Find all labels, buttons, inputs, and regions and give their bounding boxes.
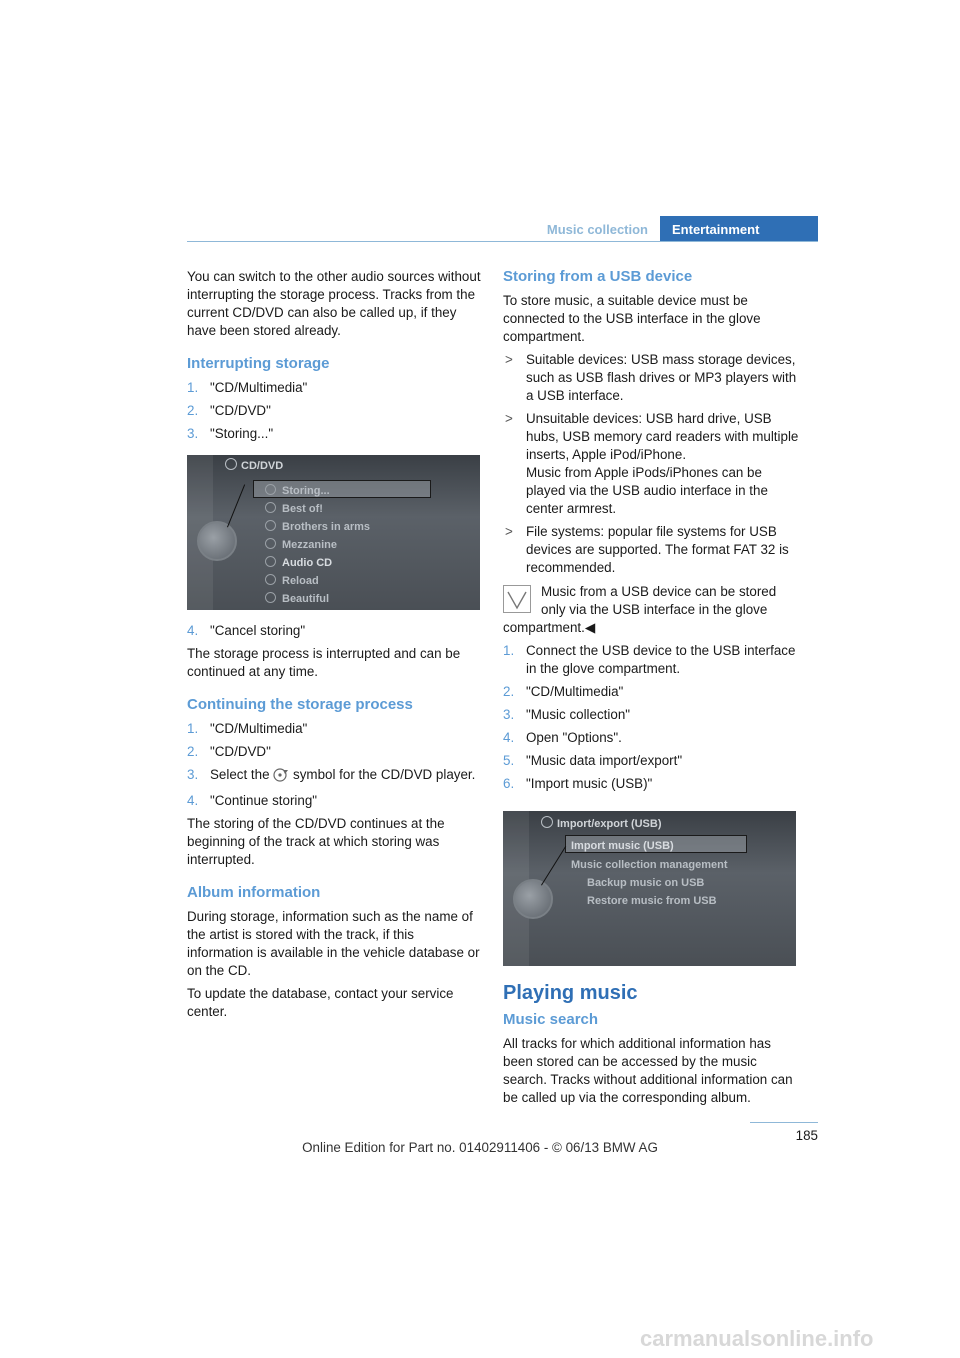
usb-device-bullets bbox=[503, 351, 801, 577]
heading-storing-usb: Storing from a USB device bbox=[503, 268, 693, 285]
cd-dvd-screen-image bbox=[187, 455, 480, 610]
disc-icon bbox=[265, 520, 276, 531]
interrupting-step-4 bbox=[187, 622, 483, 640]
controller-knob-icon bbox=[513, 879, 553, 919]
page-number-rule bbox=[750, 1122, 818, 1123]
step-item: 3. Select the symbol for the CD/DVD player. bbox=[187, 766, 483, 787]
screen-title: Import/export (USB) bbox=[541, 815, 662, 833]
disc-icon bbox=[265, 502, 276, 513]
step-item: 5. "Music data import/export" bbox=[503, 753, 683, 768]
storage-symbol-icon bbox=[273, 768, 289, 787]
page-number: 185 bbox=[795, 1128, 818, 1143]
heading-album-information: Album information bbox=[187, 884, 321, 901]
step-item: 1. "CD/Multimedia" bbox=[187, 380, 308, 395]
disc-icon bbox=[265, 556, 276, 567]
storing-icon bbox=[265, 484, 276, 495]
disc-icon bbox=[265, 592, 276, 603]
screen-menu-item: Restore music from USB bbox=[587, 895, 717, 907]
heading-continuing-storage: Continuing the storage process bbox=[187, 696, 413, 713]
screen-menu-item: Reload bbox=[265, 572, 319, 590]
interrupting-result: The storage process is interrupted and can be continued at any time. bbox=[187, 646, 461, 679]
continuing-steps bbox=[187, 720, 483, 810]
step-item: 4. Open "Options". bbox=[503, 730, 622, 745]
bullet-item: > Unsuitable devices: USB hard drive, USB hubs, USB memory card readers with multiple inserts, Apple iPod/iPhone. Music from Apple iPods/iPhones can be played via the USB audio interface in the center armrest. bbox=[505, 411, 799, 516]
pointer-line bbox=[227, 484, 245, 527]
step-item: 2. "CD/DVD" bbox=[187, 744, 271, 759]
screen-menu-item: Backup music on USB bbox=[587, 877, 705, 889]
screen-title: CD/DVD bbox=[225, 457, 283, 475]
intro-paragraph: You can switch to the other audio sources without interrupting the storage process. Tracks from the current CD/DVD can also be called up, if they have been stored already. bbox=[187, 269, 481, 338]
step-item: 1. "CD/Multimedia" bbox=[187, 721, 308, 736]
screen-menu-item: Brothers in arms bbox=[265, 518, 370, 536]
controller-knob-icon bbox=[197, 521, 237, 561]
note-icon bbox=[503, 585, 531, 613]
music-search-paragraph: All tracks for which additional information has been stored can be accessed by the music search. Tracks without additional information can be called up via the corresponding album. bbox=[503, 1036, 793, 1105]
album-paragraph-1: During storage, information such as the name of the artist is stored with the track, if this information is available in the vehicle database or on the CD. bbox=[187, 909, 480, 978]
footer-edition: Online Edition for Part no. 01402911406 - © 06/13 BMW AG bbox=[302, 1140, 658, 1155]
heading-music-search: Music search bbox=[503, 1011, 599, 1028]
album-paragraph-2: To update the database, contact your service center. bbox=[187, 986, 454, 1019]
usb-steps bbox=[503, 642, 801, 793]
heading-playing-music: Playing music bbox=[503, 982, 638, 1004]
note-text: Music from a USB device can be stored only via the USB interface in the glove compartment. bbox=[503, 584, 777, 635]
bullet-item: > File systems: popular file systems for USB devices are supported. The format FAT 32 is recommended. bbox=[505, 524, 789, 575]
screen-menu-item: Mezzanine bbox=[265, 536, 337, 554]
disc-icon bbox=[225, 458, 237, 470]
step-item: 4. "Cancel storing" bbox=[187, 623, 306, 638]
music-icon bbox=[541, 816, 553, 828]
step-item: 4. "Continue storing" bbox=[187, 793, 318, 808]
heading-interrupting-storage: Interrupting storage bbox=[187, 355, 330, 372]
usb-intro: To store music, a suitable device must be connected to the USB interface in the glove compartment. bbox=[503, 293, 761, 344]
watermark: carmanualsonline.info bbox=[640, 1326, 874, 1351]
continuing-result: The storing of the CD/DVD continues at the beginning of the track at which storing was interrupted. bbox=[187, 816, 445, 867]
step-item: 2. "CD/DVD" bbox=[187, 403, 271, 418]
bullet-item: > Suitable devices: USB mass storage devices, such as USB flash drives or MP3 players with a USB interface. bbox=[505, 352, 797, 403]
disc-icon bbox=[265, 574, 276, 585]
screen-menu-item: Storing... bbox=[265, 482, 330, 500]
left-column bbox=[187, 268, 483, 1026]
screen-menu-item: Music collection management bbox=[571, 859, 728, 871]
import-export-screen-image bbox=[503, 811, 796, 966]
screen-menu-item: Audio CD bbox=[265, 554, 332, 572]
disc-icon bbox=[265, 538, 276, 549]
step-item: 3. "Storing..." bbox=[187, 426, 274, 441]
interrupting-steps bbox=[187, 379, 483, 443]
header-rule bbox=[187, 241, 818, 242]
screen-menu-item: Import music (USB) bbox=[571, 840, 674, 852]
screen-menu-item: Beautiful bbox=[265, 590, 329, 608]
running-header-section: Music collection bbox=[546, 222, 648, 237]
step-item: 2. "CD/Multimedia" bbox=[503, 684, 624, 699]
note-end-mark: ◀ bbox=[584, 620, 596, 635]
right-column bbox=[503, 268, 801, 1112]
step-item: 1. Connect the USB device to the USB interface in the glove compartment. bbox=[503, 643, 796, 676]
note-block bbox=[503, 583, 801, 637]
running-header-chapter: Entertainment bbox=[660, 216, 818, 242]
screen-menu-item: Best of! bbox=[265, 500, 323, 518]
step-item: 3. "Music collection" bbox=[503, 707, 631, 722]
pointer-line bbox=[541, 846, 566, 886]
step-item: 6. "Import music (USB)" bbox=[503, 776, 653, 791]
